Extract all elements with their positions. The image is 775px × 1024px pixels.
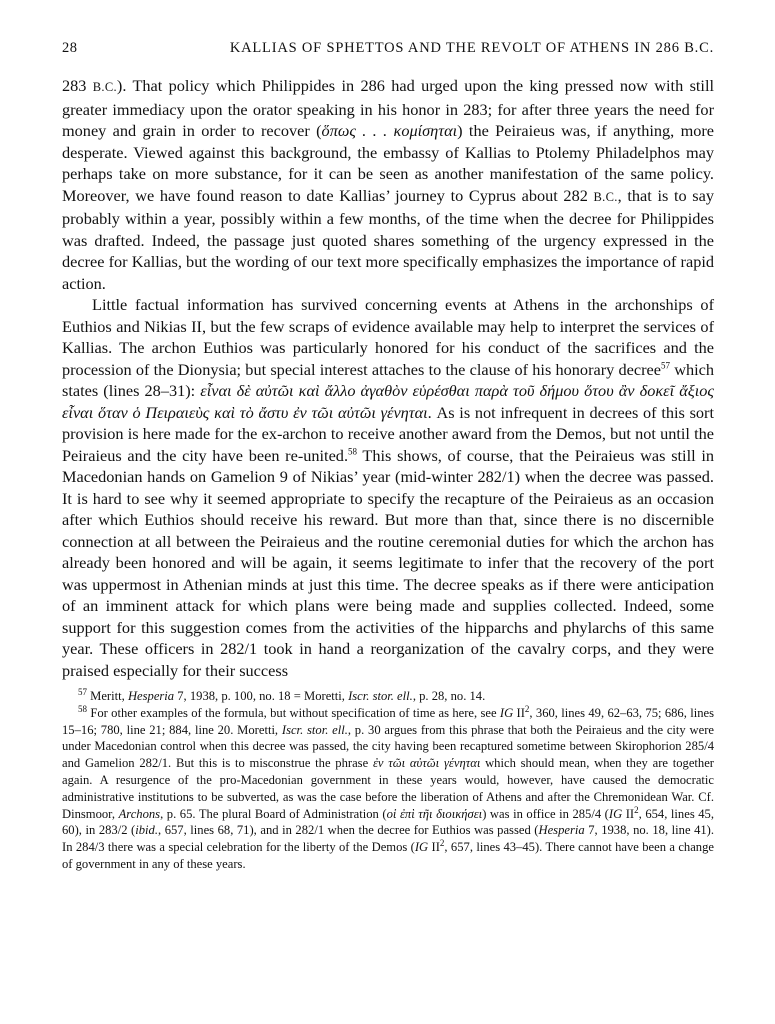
- edition-superscript: 2: [634, 804, 639, 815]
- greek-quote: ἐν τῶι αὐτῶι γένηται: [372, 756, 481, 771]
- text-run: 7, 1938, no. 18, line 41). In 284/3 there was a special celebration for the liberty of the Demos (: [62, 823, 715, 855]
- running-head: [62, 40, 714, 57]
- footnote-57: [62, 688, 714, 705]
- text-run: This shows, of course, that the Peiraieus was still in Macedonian hands on Gamelion 9 of Nikias’ year (mid-winter 282/1) when the decree was passed. It is hard to see why it seemed appropriate to specify the recapture of the Peiraieus as an occasion after which Euthios should receive his reward. But more than that, since there is no discernible connection at all between the Peiraieus and the routine ceremonial duties for which the archon has already been honored and will be again, it seems legitimate to infer that the recovery of the port was uppermost in Athenian minds at just this time. The decree speaks as if there were anticipation of an imminent attack for which plans were being made and supplies collected. Indeed, some support for this suggestion comes from the activities of the hipparchs and phylarchs of this same year. These officers in 282/1 took in hand a reorganization of the cavalry corps, and they were praised especially for their success: [62, 445, 714, 680]
- greek-quote: ὅπως . . . κομίσηται: [321, 121, 458, 140]
- journal-title: Hesperia: [538, 823, 585, 838]
- text-run: 7, 1938, p. 100, no. 18 = Moretti,: [174, 689, 349, 703]
- text-run: , p. 30 argues from this phrase that both the Peiraieus and the city were under Macedonian control when this decree was passed, the city having been recaptured sometime between Skirophorion 285/4 and Gamelion 282/1. But this is to misconstrue the phrase: [62, 722, 714, 771]
- running-title: KALLIAS OF SPHETTOS AND THE REVOLT OF ATHENS IN 286 B.C.: [229, 40, 714, 56]
- book-title: Iscr. stor. ell.: [281, 722, 348, 737]
- citation-abbreviation: IG: [608, 806, 623, 821]
- text-run: , p. 65. The plural Board of Administration (: [160, 806, 387, 821]
- era-abbreviation: B.C.: [92, 80, 117, 94]
- footnote-ref-58[interactable]: 58: [348, 446, 358, 457]
- main-text: [62, 75, 714, 681]
- era-abbreviation: B.C.: [593, 189, 618, 204]
- text-run: II: [513, 705, 525, 720]
- book-page: [62, 40, 714, 873]
- text-run: , that is to say probably within a year, possibly within a few months, of the time when the decree for Philippides was drafted. Indeed, the passage just quoted shares something of the urgency expressed in the decree for Kallias, but the wording of our text more specifically emphasizes the importance of rapid action.: [62, 185, 714, 293]
- citation-abbreviation: IG: [499, 705, 514, 720]
- text-run: which should mean, when they are together again. A resurgence of the pro-Macedonian government in these years would, however, have caused the democratic administrative institutions to be subverted, as was the case before the liberation of Athens and after the Chremonidean War. Cf. Dinsmoor,: [62, 756, 714, 821]
- text-run: , 360, lines 49, 62–63, 75; 686, lines 15–16; 780, line 21; 884, line 20. Moretti,: [62, 705, 714, 737]
- journal-title: Hesperia: [127, 689, 175, 703]
- footnote-ref-57[interactable]: 57: [660, 360, 670, 371]
- text-run: , 657, lines 43–45). There cannot have been a change of government in any of these years.: [62, 840, 714, 871]
- text-run: . As is not infrequent in decrees of this sort provision is here made for the ex-archon to receive another award from the Demos, but not until the Peiraieus and the city have been re-united.: [62, 402, 715, 465]
- greek-quote: οἱ ἐπὶ τῆι διοικήσει: [386, 806, 483, 821]
- text-run: which states (lines 28–31):: [62, 359, 715, 400]
- text-run: , 654, lines 45, 60), in 283/2 (: [62, 806, 715, 838]
- text-run: II: [428, 840, 440, 855]
- greek-quote: εἶναι δὲ αὐτῶι καὶ ἄλλο ἀγαθὸν εὑρέσθαι παρὰ τοῦ δήμου ὅτου ἂν δοκεῖ ἄξιος εἶναι ὅταν ὁ Πειραιεὺς καὶ τὸ ἄστυ ἐν τῶι αὐτῶι γένηται: [62, 381, 714, 422]
- text-run: , 657, lines 68, 71), and in 282/1 when the decree for Euthios was passed (: [158, 823, 539, 838]
- text-run: ). That policy which Philippides in 286 had urged upon the king pressed now with still greater immediacy upon the orator speaking in his honor in 283; for after three years the need for money and grain in order to recover (: [62, 76, 714, 140]
- citation-abbreviation: ibid.: [135, 823, 158, 838]
- page-number: 28: [62, 40, 78, 56]
- text-run: ) was in office in 285/4 (: [482, 806, 609, 821]
- book-title: Iscr. stor. ell.: [348, 689, 413, 703]
- footnote-number: 57: [78, 686, 87, 697]
- edition-superscript: 2: [439, 837, 445, 848]
- citation-abbreviation: IG: [414, 840, 429, 855]
- footnote-number: 58: [78, 703, 87, 714]
- footnote-58: [62, 705, 714, 873]
- footnotes: [62, 688, 714, 873]
- text-run: II: [622, 806, 635, 821]
- book-title: Archons: [118, 806, 161, 821]
- paragraph-2: [62, 294, 714, 681]
- paragraph-1: [62, 75, 714, 294]
- text-run: 283: [62, 76, 93, 95]
- text-run: Meritt,: [87, 689, 128, 703]
- text-run: Little factual information has survived concerning events at Athens in the archonships of Euthios and Nikias II, but the few scraps of evidence available may help to interpret the services of Kallias. The archon Euthios was particularly honored for his conduct of the sacrifices and the procession of the Dionysia; but special interest attaches to the clause of his honorary decree: [62, 295, 714, 379]
- text-run: ) the Peiraieus was, if anything, more desperate. Viewed against this background, the embassy of Kallias to Ptolemy Philadelphos may perhaps take on more substance, for it can be seen as another manifestation of the same policy. Moreover, we have found reason to date Kallias’ journey to Cyprus about 282: [62, 121, 715, 205]
- text-run: For other examples of the formula, but without specification of time as here, see: [87, 705, 500, 720]
- text-run: , p. 28, no. 14.: [412, 689, 486, 703]
- edition-superscript: 2: [524, 703, 530, 714]
